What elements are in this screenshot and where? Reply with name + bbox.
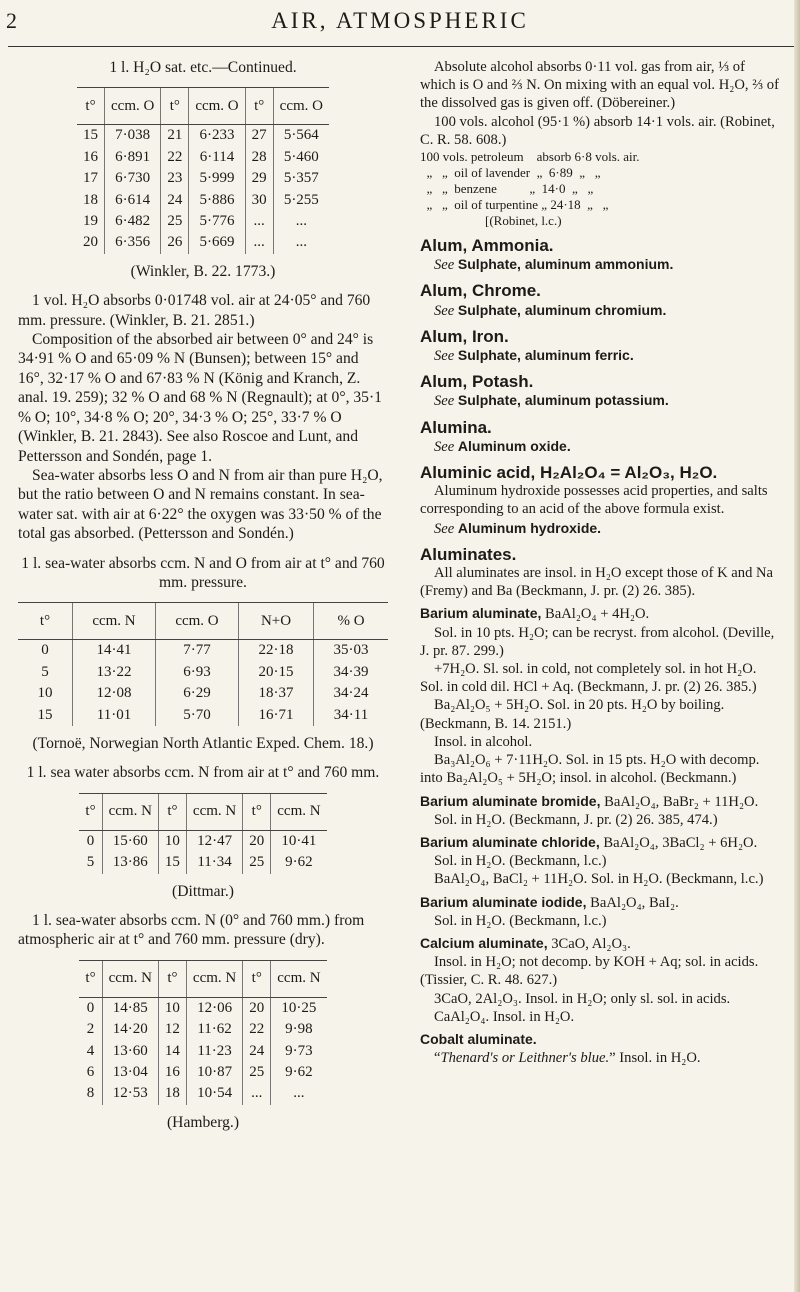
cell: 16 <box>83 148 98 165</box>
col-header: ccm. N <box>73 603 156 640</box>
cell: 4 <box>86 1042 95 1059</box>
table-row <box>79 852 326 873</box>
right-column <box>420 58 780 1067</box>
cell: 5·564 <box>273 125 329 147</box>
cell: 22 <box>161 147 189 168</box>
table-caption: 1 l. sea-water absorbs ccm. N (0° and 760 mm.) from atmospheric air at t° and 760 mm. pressure (dry). <box>18 912 365 949</box>
dittmar-table <box>79 793 326 874</box>
cell: 12·53 <box>102 1083 158 1104</box>
cell: 23 <box>161 168 189 189</box>
cell: 13·04 <box>102 1062 158 1083</box>
cell: 14 <box>158 1041 186 1062</box>
col-header: t° <box>158 793 186 830</box>
cell: 34·11 <box>314 705 389 726</box>
paragraph: ” Insol. in H₂O. <box>609 1050 701 1067</box>
col-header: ccm. N <box>271 960 327 997</box>
cell: 6·29 <box>156 683 239 704</box>
col-header: ccm. N <box>186 960 242 997</box>
cell: 6·356 <box>105 232 161 253</box>
cell: 14·20 <box>102 1019 158 1040</box>
see-label: See <box>434 348 455 365</box>
col-header: ccm. O <box>189 88 245 125</box>
cell: 17 <box>83 170 98 187</box>
cell: 6 <box>86 1064 95 1081</box>
cross-reference[interactable]: Sulphate, aluminum chromium. <box>457 301 667 318</box>
cell: 5·255 <box>273 190 329 211</box>
cell: 5·669 <box>189 232 245 253</box>
entry-heading: Alumina. <box>420 417 492 437</box>
page-header <box>0 0 800 56</box>
left-column <box>18 58 388 1132</box>
table-row <box>79 1041 326 1062</box>
cell: 12·08 <box>73 683 156 704</box>
page-number: 2 <box>6 8 17 33</box>
cell: 5·886 <box>189 190 245 211</box>
cell: 35·03 <box>314 640 389 662</box>
cell: 6·730 <box>105 168 161 189</box>
cell: 12 <box>158 1019 186 1040</box>
cross-reference[interactable]: Sulphate, aluminum ferric. <box>457 347 634 364</box>
entry-heading: Alum, Potash. <box>420 372 534 392</box>
paragraph: Insol. in H₂O; not decomp. by KOH + Aq; sol. in acids. (Tissier, C. R. 48. 627.) <box>420 954 759 989</box>
petroleum-list: 100 vols. petroleum absorb 6·8 vols. air. „ „ oil of lavender „ 6·89 „ „ „ „ benzene „ 14·0 „ „ „ „ oil of turpentine „ 24·18 „ „ [(Robinet, l.c.) <box>420 149 640 229</box>
cell: 5 <box>41 663 49 680</box>
col-header: t° <box>77 88 105 125</box>
cell: 5·460 <box>273 147 329 168</box>
cell: 20·15 <box>239 662 314 683</box>
cell: 6·614 <box>105 190 161 211</box>
cell: ... <box>245 232 273 253</box>
cell: 9·62 <box>271 852 327 873</box>
cell: 19 <box>83 213 98 230</box>
cell: 6·93 <box>156 662 239 683</box>
table-header <box>79 960 326 997</box>
paragraph: Sol. in H₂O. (Beckmann, l.c.) <box>434 853 607 870</box>
formula: BaAl₂O₄, BaBr₂ + 11H₂O. <box>604 793 759 810</box>
cell: ... <box>273 211 329 232</box>
cell: ... <box>243 1083 271 1104</box>
cell: 25 <box>243 1062 271 1083</box>
compound-name: Barium aluminate bromide, <box>420 792 601 809</box>
cell: 18 <box>158 1083 186 1104</box>
col-header: ccm. N <box>102 960 158 997</box>
cell: 30 <box>245 190 273 211</box>
entry-heading: Aluminic acid, H₂Al₂O₄ = Al₂O₃, H₂O. <box>420 463 718 483</box>
cell: 34·39 <box>314 662 389 683</box>
cell: 18 <box>83 191 98 208</box>
entry-heading: Alum, Iron. <box>420 326 509 346</box>
see-label: See <box>434 302 455 319</box>
cell: 15·60 <box>102 830 158 852</box>
table-row <box>18 662 388 683</box>
cell: 13·86 <box>102 852 158 873</box>
cell: 11·34 <box>186 852 242 873</box>
cell: 9·62 <box>271 1062 327 1083</box>
cell: 7·038 <box>105 125 161 147</box>
col-header: t° <box>161 88 189 125</box>
cell: 0 <box>41 642 49 659</box>
cell: 15 <box>158 852 186 873</box>
cross-reference[interactable]: Aluminum hydroxide. <box>457 519 602 536</box>
cell: 10 <box>37 685 53 702</box>
table-row <box>77 211 329 232</box>
table-row <box>79 1019 326 1040</box>
cell: 6·233 <box>189 125 245 147</box>
cell: 13·60 <box>102 1041 158 1062</box>
cell: 0 <box>86 832 95 849</box>
col-header: t° <box>79 960 102 997</box>
paragraph: Ba₂Al₂O₅ + 5H₂O. Sol. in 20 pts. H₂O by boiling. (Beckmann, B. 14. 2151.) <box>420 697 725 732</box>
compound-name: Barium aluminate, <box>420 605 542 622</box>
cell: 24 <box>243 1041 271 1062</box>
cross-reference[interactable]: Sulphate, aluminum potassium. <box>457 392 669 409</box>
table-row <box>18 683 388 704</box>
cell: 14·85 <box>102 997 158 1019</box>
cell: 5·357 <box>273 168 329 189</box>
col-header: t° <box>243 960 271 997</box>
table-row <box>79 1062 326 1083</box>
cell: 20 <box>243 830 271 852</box>
see-label: See <box>434 520 455 537</box>
paragraph: 1 vol. H₂O absorbs 0·01748 vol. air at 24·05° and 760 mm. pressure. (Winkler, B. 21. 2851.) <box>18 292 371 329</box>
table-row <box>79 830 326 852</box>
cell: 11·23 <box>186 1041 242 1062</box>
cell: ... <box>271 1083 327 1104</box>
cell: 27 <box>245 125 273 147</box>
table-caption: 1 l. sea water absorbs ccm. N from air at t° and 760 mm. <box>26 764 380 782</box>
cell: 10·54 <box>186 1083 242 1104</box>
cell: 12·06 <box>186 997 242 1019</box>
table-row <box>79 997 326 1019</box>
paragraph: Sol. in H₂O. (Beckmann, J. pr. (2) 26. 385, 474.) <box>434 811 718 828</box>
cross-reference[interactable]: Sulphate, aluminum ammonium. <box>457 256 674 273</box>
cell: 10 <box>158 997 186 1019</box>
col-header: ccm. O <box>105 88 161 125</box>
cell: 15 <box>37 706 53 723</box>
formula: BaAl₂O₄, 3BaCl₂ + 6H₂O. <box>603 834 758 851</box>
cell: 21 <box>161 125 189 147</box>
paragraph: Composition of the absorbed air between 0° and 24° is 34·91 % O and 65·09 % N (Bunsen); between 15° and 16°, 32·17 % O and 67·83 % N (König and Kranch, Z. anal. 19. 259); 32 % O and 68 % N (Regnault); at 0°, 35·1 % O; 10°, 34·8 % O; 20°, 34·3 % O; 25°, 33·7 % O (Winkler, B. 21. 2843). See also Roscoe and Lunt, and Pettersson and Sondén, page 1. <box>18 331 382 465</box>
table-row <box>77 147 329 168</box>
header-rule <box>8 46 796 47</box>
table-source: (Winkler, B. 22. 1773.) <box>130 262 276 280</box>
paragraph: All aluminates are insol. in H₂O except those of K and Na (Fremy) and Ba (Beckmann, J. pr. (2) 26. 385). <box>420 565 774 600</box>
cross-reference[interactable]: Aluminum oxide. <box>457 437 571 454</box>
cell: 6·891 <box>105 147 161 168</box>
paragraph: Sea-water absorbs less O and N from air than pure H₂O, but the ratio between O and N remains constant. In sea-water sat. with air at 6·22° the oxygen was 33·50 % of the total gas absorbed. (Pettersson and Sondén.) <box>18 466 383 543</box>
cell: 6·114 <box>189 147 245 168</box>
table-source: (Hamberg.) <box>166 1113 240 1131</box>
table-header <box>79 793 326 830</box>
cell: 20 <box>83 234 98 251</box>
quote-open: “ <box>434 1050 441 1067</box>
cell: 9·73 <box>271 1041 327 1062</box>
cell: ... <box>245 211 273 232</box>
table-row <box>77 232 329 253</box>
table-row <box>77 168 329 189</box>
continued-heading: 1 l. H₂O sat. etc.—Continued. <box>109 59 297 76</box>
cell: 28 <box>245 147 273 168</box>
cell: 20 <box>243 997 271 1019</box>
compound-name: Barium aluminate iodide, <box>420 893 587 910</box>
cell: 16 <box>158 1062 186 1083</box>
table-row <box>79 1083 326 1104</box>
paragraph: Sol. in H₂O. (Beckmann, l.c.) <box>434 912 607 929</box>
running-title: AIR, ATMOSPHERIC <box>271 8 529 33</box>
cell: 26 <box>161 232 189 253</box>
pigment-name: Thenard's or Leithner's blue. <box>440 1050 610 1067</box>
cell: 25 <box>161 211 189 232</box>
sea-water-table <box>18 602 388 726</box>
entry-heading: Alum, Ammonia. <box>420 236 554 256</box>
cell: 22 <box>243 1019 271 1040</box>
entry-heading: Aluminates. <box>420 544 517 564</box>
cell: 22·18 <box>239 640 314 662</box>
cell: 15 <box>83 127 98 144</box>
cell: ... <box>273 232 329 253</box>
col-header: t° <box>158 960 186 997</box>
cell: 12·47 <box>186 830 242 852</box>
col-header: t° <box>18 603 73 640</box>
table-row <box>77 125 329 147</box>
see-label: See <box>434 257 455 274</box>
col-header: t° <box>79 793 102 830</box>
col-header: ccm. O <box>273 88 329 125</box>
paragraph: Insol. in alcohol. <box>434 733 533 750</box>
cell: 5 <box>86 854 95 871</box>
paragraph: 3CaO, 2Al₂O₃. Insol. in H₂O; only sl. sol. in acids. <box>434 990 731 1007</box>
oxygen-table <box>77 87 329 253</box>
col-header: t° <box>243 793 271 830</box>
compound-name: Cobalt aluminate. <box>420 1030 537 1047</box>
cell: 10·87 <box>186 1062 242 1083</box>
hamberg-table <box>79 960 326 1105</box>
col-header: ccm. N <box>271 793 327 830</box>
cell: 2 <box>86 1021 95 1038</box>
formula: BaAl₂O₄, BaI₂. <box>590 894 679 911</box>
table-header <box>77 88 329 125</box>
col-header: ccm. O <box>156 603 239 640</box>
table-row <box>18 640 388 662</box>
cell: 11·62 <box>186 1019 242 1040</box>
table-header <box>18 603 388 640</box>
paragraph: +7H₂O. Sl. sol. in cold, not completely sol. in hot H₂O. Sol. in cold dil. HCl + Aq. (Beckmann, J. pr. (2) 26. 385.) <box>420 661 757 696</box>
see-label: See <box>434 438 455 455</box>
cell: 11·01 <box>73 705 156 726</box>
table-row <box>77 190 329 211</box>
see-label: See <box>434 393 455 410</box>
cell: 8 <box>86 1085 95 1102</box>
cell: 7·77 <box>156 640 239 662</box>
cell: 29 <box>245 168 273 189</box>
cell: 24 <box>161 190 189 211</box>
cell: 9·98 <box>271 1019 327 1040</box>
table-source: (Tornoë, Norwegian North Atlantic Exped. Chem. 18.) <box>32 734 374 752</box>
formula: 3CaO, Al₂O₃. <box>551 935 631 952</box>
col-header: ccm. N <box>186 793 242 830</box>
cell: 13·22 <box>73 662 156 683</box>
paragraph: Sol. in 10 pts. H₂O; can be recryst. from alcohol. (Deville, J. pr. 87. 299.) <box>420 624 775 659</box>
cell: 0 <box>86 999 95 1016</box>
col-header: N+O <box>239 603 314 640</box>
table-row <box>18 705 388 726</box>
col-header: ccm. N <box>102 793 158 830</box>
table-source: (Dittmar.) <box>172 882 234 900</box>
cell: 5·776 <box>189 211 245 232</box>
table-caption: 1 l. sea-water absorbs ccm. N and O from air at t° and 760 mm. pressure. <box>21 554 385 591</box>
cell: 6·482 <box>105 211 161 232</box>
cell: 34·24 <box>314 683 389 704</box>
cell: 14·41 <box>73 640 156 662</box>
cell: 10·25 <box>271 997 327 1019</box>
cell: 10 <box>158 830 186 852</box>
paragraph: BaAl₂O₄, BaCl₂ + 11H₂O. Sol. in H₂O. (Beckmann, l.c.) <box>434 871 764 888</box>
paragraph: CaAl₂O₄. Insol. in H₂O. <box>434 1008 575 1025</box>
col-header: % O <box>314 603 389 640</box>
entry-heading: Alum, Chrome. <box>420 281 541 301</box>
paragraph: Ba₃Al₂O₆ + 7·11H₂O. Sol. in 15 pts. H₂O with decomp. into Ba₂Al₂O₅ + 5H₂O; insol. in alcohol. (Beckmann.) <box>420 752 760 787</box>
cell: 18·37 <box>239 683 314 704</box>
formula: BaAl₂O₄ + 4H₂O. <box>545 606 650 623</box>
cell: 5·999 <box>189 168 245 189</box>
compound-name: Barium aluminate chloride, <box>420 833 600 850</box>
cell: 10·41 <box>271 830 327 852</box>
cell: 16·71 <box>239 705 314 726</box>
cell: 25 <box>243 852 271 873</box>
page-edge <box>794 0 800 1292</box>
compound-name: Calcium aluminate, <box>420 934 548 951</box>
paragraph: Aluminum hydroxide possesses acid properties, and salts corresponding to an acid of the above formula exist. <box>420 483 768 518</box>
cell: 5·70 <box>156 705 239 726</box>
paragraph: 100 vols. alcohol (95·1 %) absorb 14·1 vols. air. (Robinet, C. R. 58. 608.) <box>420 113 775 148</box>
paragraph: Absolute alcohol absorbs 0·11 vol. gas from air, ⅓ of which is O and ⅔ N. On mixing with an equal vol. H₂O, ⅔ of the dissolved gas is given off. (Döbereiner.) <box>420 59 779 112</box>
col-header: t° <box>245 88 273 125</box>
